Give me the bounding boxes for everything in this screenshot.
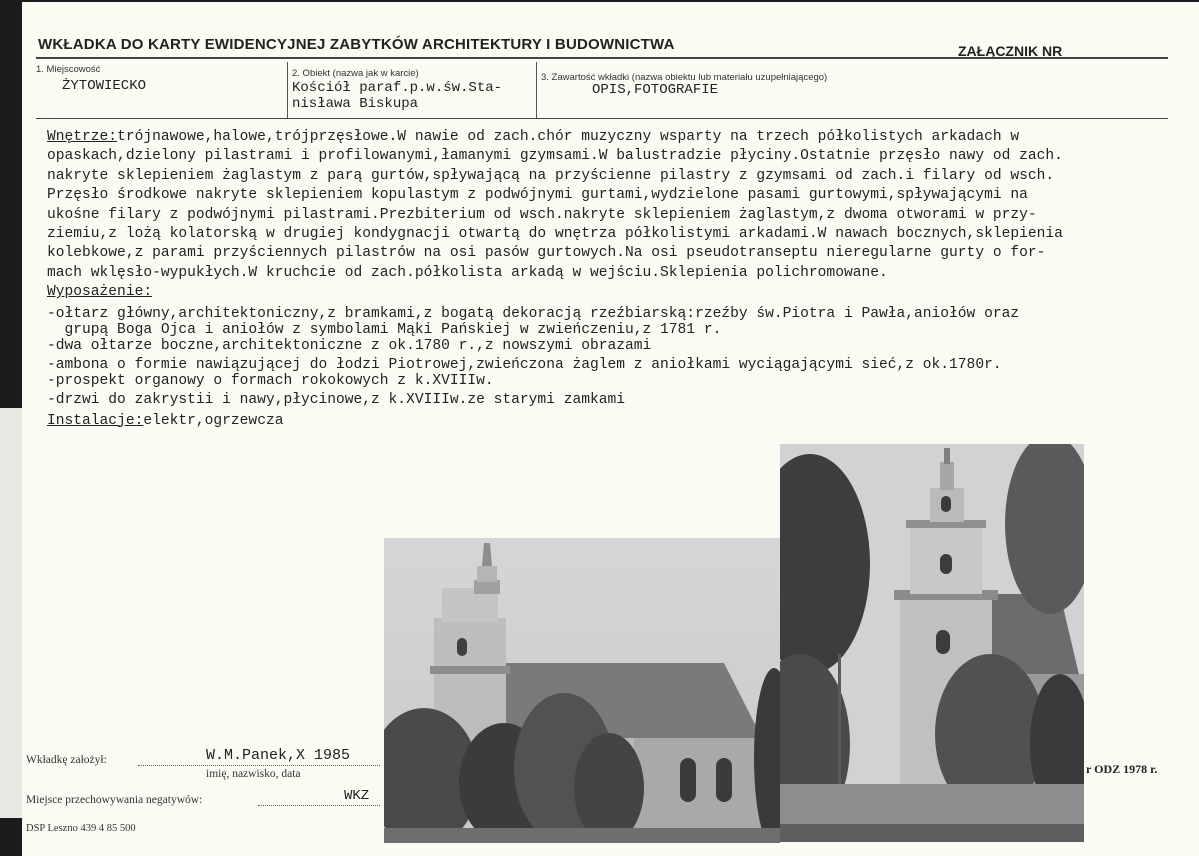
equipment-line: -dwa ołtarze boczne,architektoniczne z ok.1780 r.,z nowszymi obrazami xyxy=(47,337,652,354)
record-card xyxy=(22,2,1199,856)
equipment-line: grupą Boga Ojca i aniołów z symbolami Mąki Pańskiej w zwieńczeniu,z 1781 r. xyxy=(47,321,722,338)
installations-value: elektr,ogrzewcza xyxy=(143,412,284,429)
photo-credit: r ODZ 1978 r. xyxy=(1086,762,1158,776)
attachment-number: ZAŁĄCZNIK NR xyxy=(958,43,1063,59)
installations-line xyxy=(47,408,1197,431)
interior-line: ukośne filary z podwójnymi pilastrami.Prezbiterium od wsch.nakryte sklepieniem żaglastym,z dwoma otworami w przy- xyxy=(47,206,1037,223)
author-sub: imię, nazwisko, data xyxy=(206,768,301,780)
locality-value: ŻYTOWIECKO xyxy=(62,78,147,94)
fields-rule xyxy=(36,118,1168,119)
interior-line: mach wklęsło-wypukłych.W kruchcie od zach.półkolista arkadą w wejściu.Sklepienia polichromowane. xyxy=(47,264,888,281)
contents-label: 3. Zawartość wkładki (nazwa obiektu lub materiału uzupełniającego) xyxy=(541,72,828,83)
interior-line: nakryte sklepieniem żaglastym z parą gurtów,spływającą na przyścienne pilastry z gzymsami od zach.i filary od wsch. xyxy=(47,167,1055,184)
storage-value: WKZ xyxy=(344,788,370,804)
interior-line: opaskach,dzielony pilastrami i profilowanymi,łamanymi gzymsami.W balustradzie płyciny.Ostatnie przęsło nawy od zach. xyxy=(47,148,1063,165)
equipment-line: -drzwi do zakrystii i nawy,płycinowe,z k.XVIIIw.ze starymi zamkami xyxy=(47,391,626,408)
interior-line: Przęsło środkowe nakryte sklepieniem kopulastym z podwójnymi gurtami,wydzielone pasami gurtowymi,spływającymi na xyxy=(47,187,1028,204)
author-value: W.M.Panek,X 1985 xyxy=(206,747,351,764)
author-label: Wkładkę założył: xyxy=(26,754,107,766)
storage-label: Miejsce przechowywania negatywów: xyxy=(26,794,203,806)
storage-underline xyxy=(258,805,380,806)
installations-heading: Instalacje: xyxy=(47,412,144,429)
card-title: WKŁADKA DO KARTY EWIDENCYJNEJ ZABYTKÓW ARCHITEKTURY I BUDOWNICTWA xyxy=(38,36,675,53)
church-side-photo xyxy=(384,538,780,843)
left-paper-strip xyxy=(0,408,22,818)
interior-line: ziemiu,z lożą kolatorską w drugiej kondygnacji otwartą do wnętrza półkolistymi arkadami.W nawach bocznych,sklepienia xyxy=(47,226,1063,243)
description-text xyxy=(47,128,1197,431)
interior-line: Wnętrze:trójnawowe,halowe,trójprzęsłowe.W nawie od zach.chór muzyczny wsparty na trzech półkolistych arkadach w xyxy=(47,129,1020,145)
equipment-heading: Wyposażenie: xyxy=(47,284,153,301)
equipment-line: -ambona o formie nawiązującej do łodzi Piotrowej,zwieńczona żaglem z aniołkami wyciągającymi sieć,z ok.1780r. xyxy=(47,356,1002,373)
field-divider-1 xyxy=(287,62,288,118)
field-divider-2 xyxy=(536,62,537,118)
equipment-line: -ołtarz główny,architektoniczny,z bramkami,z bogatą dekoracją rzeźbiarską:rzeźby św.Piotra i Pawła,aniołów oraz xyxy=(47,305,1020,322)
interior-heading: Wnętrze: xyxy=(47,129,118,145)
interior-line: kolebkowe,z parami przyściennych pilastrów na osi pasów gurtowych.Na osi pseudotranseptu nieregularne gurty o for- xyxy=(47,245,1046,262)
object-label: 2. Obiekt (nazwa jak w karcie) xyxy=(292,68,419,79)
locality-label: 1. Miejscowość xyxy=(36,64,101,75)
header-rule xyxy=(36,57,1168,59)
equipment-line: -prospekt organowy o formach rokokowych z k.XVIIIw. xyxy=(47,372,494,389)
object-value-line1: Kościół paraf.p.w.św.Sta- xyxy=(292,80,503,96)
print-info: DSP Leszno 439 4 85 500 xyxy=(26,823,136,834)
object-value-line2: nisława Biskupa xyxy=(292,96,419,112)
contents-value: OPIS,FOTOGRAFIE xyxy=(592,82,719,98)
church-tower-photo xyxy=(780,444,1084,842)
author-underline xyxy=(138,765,380,766)
